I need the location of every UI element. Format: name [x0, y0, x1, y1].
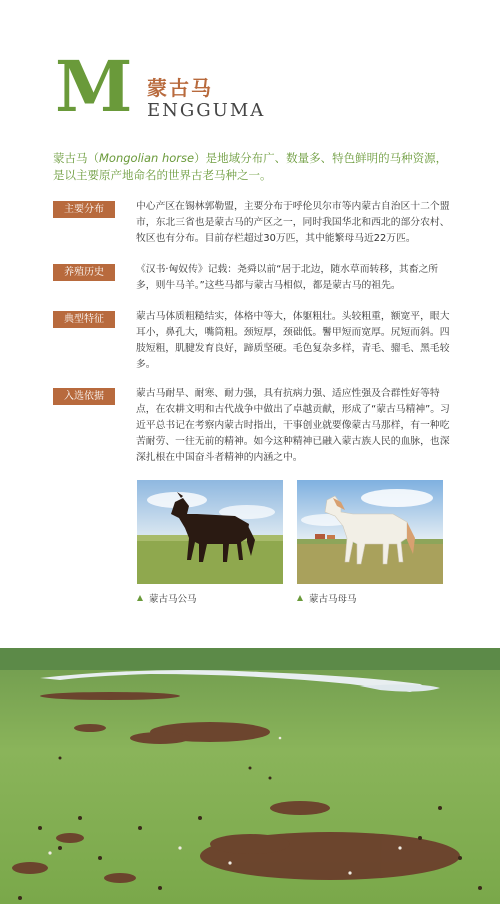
stallion-photo [137, 480, 283, 584]
header [55, 45, 475, 128]
title-initial: M [55, 45, 133, 128]
section-criteria [53, 386, 453, 470]
section-badge: 典型特征 [53, 311, 115, 328]
mare-caption [297, 591, 357, 605]
stallion-caption [137, 591, 197, 605]
section-text: 《汉书·匈奴传》记载：尧舜以前“居于北边，随水草而转移，其畜之所多，则牛马羊。”这些马都与蒙古马相似，都是蒙古马的祖先。 [136, 264, 439, 291]
section-badge: 养殖历史 [53, 264, 115, 281]
page-title: 蒙古马 [147, 76, 213, 100]
intro-paragraph [53, 150, 453, 184]
triangle-icon [137, 595, 143, 601]
herd-panorama-photo [0, 648, 500, 904]
section-text: 中心产区在锡林郭勒盟，主要分布于呼伦贝尔市等内蒙古自治区十二个盟市，东北三省也是蒙古马的产区之一，同时我国华北和西北的部分农村、牧区也有分布。目前存栏超过30万匹，其中能繁母马近22万匹。 [136, 201, 450, 244]
triangle-icon [297, 595, 303, 601]
section-badge: 入选依据 [53, 388, 115, 405]
section-history [53, 262, 453, 298]
intro-latin-name: Mongolian horse [99, 151, 195, 165]
section-text: 蒙古马耐旱、耐寒、耐力强，具有抗病力强、适应性强及合群性好等特点，在农耕文明和古代战争中做出了卓越贡献，形成了“蒙古马精神”。习近平总书记在考察内蒙古时指出，干事创业就要像蒙古马那样，有一种吃苦耐劳、一往无前的精神。如今这种精神已融入蒙古族人民的血脉，也深深扎根在中国奋斗者精神的内涵之中。 [136, 388, 450, 463]
page-subtitle: ENGGUMA [147, 100, 266, 121]
section-badge: 主要分布 [53, 201, 115, 218]
mare-photo [297, 480, 443, 584]
caption-text: 蒙古马母马 [309, 594, 357, 605]
intro-prefix: 蒙古马（ [53, 151, 99, 165]
caption-text: 蒙古马公马 [149, 594, 197, 605]
section-features [53, 309, 453, 377]
intro-suffix: ）是地域分布广、数量多、特色鲜明的马种资源，是以主要原产地命名的世界古老马种之一。 [53, 151, 448, 182]
section-text: 蒙古马体质粗糙结实，体格中等大，体躯粗壮。头较粗重，额宽平，眼大耳小，鼻孔大，嘴筒粗。颈短厚，颈础低。鬐甲短而宽厚。尻短而斜。四肢短粗，肌腱发育良好，蹄质坚硬。毛色复杂多样，青毛、骝毛、黑毛较多。 [136, 311, 450, 370]
section-distribution [53, 199, 453, 251]
